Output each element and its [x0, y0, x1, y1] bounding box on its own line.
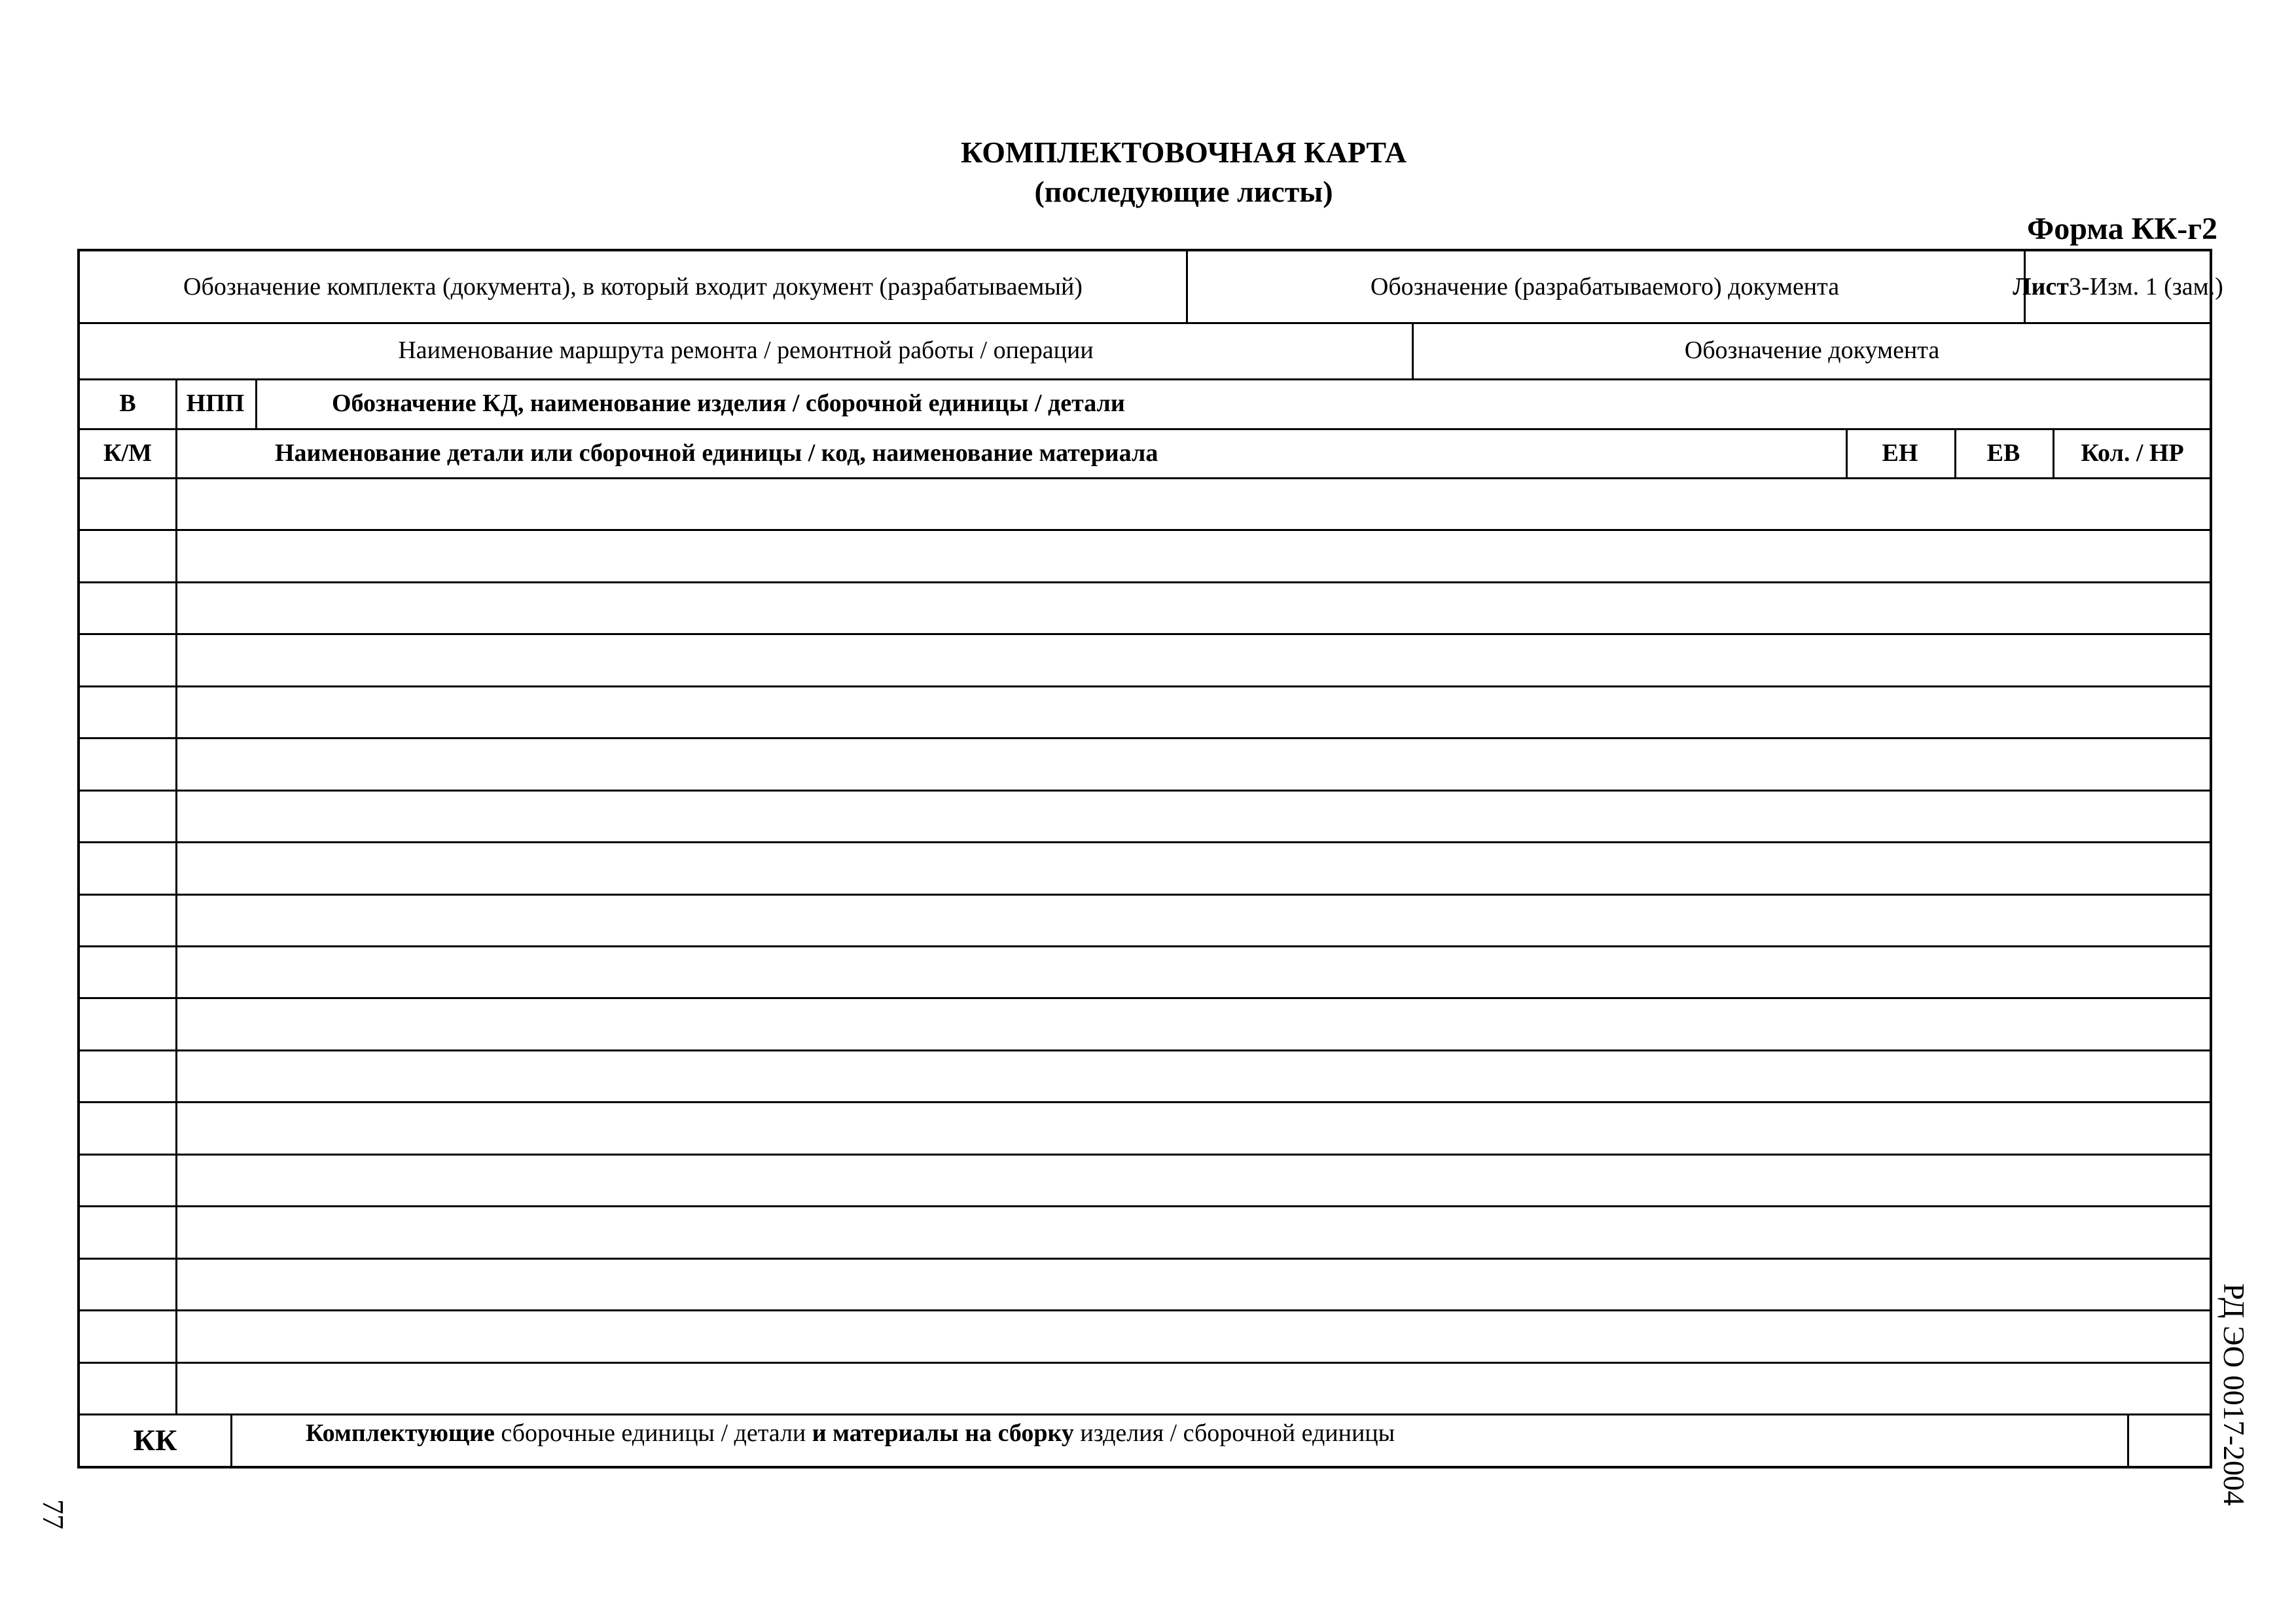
footer-text: [306, 1413, 1975, 1453]
table-row-line: [80, 997, 2210, 999]
footer-part-4: изделия / сборочной единицы: [1073, 1419, 1395, 1447]
doc-designation-short-header: [1412, 322, 2212, 378]
footer-kk: [80, 1413, 230, 1466]
column-npp-label: НПП: [186, 390, 245, 417]
table-row-line: [80, 1049, 2210, 1051]
doc-designation-label: Обозначение (разрабатываемого) документа: [1370, 273, 1840, 301]
title-line-1: КОМПЛЕКТОВОЧНАЯ КАРТА: [961, 136, 1407, 169]
table-row-line: [80, 894, 2210, 896]
km-column-divider: [175, 428, 177, 1413]
column-en: [1846, 428, 1954, 477]
table-row-line: [80, 633, 2210, 635]
doc-designation-header: [1186, 251, 2024, 322]
sheet-cell: [2013, 251, 2223, 322]
table-row-line: [80, 737, 2210, 739]
table-row-line: [80, 1362, 2210, 1364]
form-label: Форма КК-г2: [2027, 211, 2217, 246]
table-row-line: [80, 790, 2210, 792]
column-km-label: К/М: [103, 439, 152, 467]
table-row-line: [80, 945, 2210, 947]
page-number: 77: [37, 1499, 70, 1529]
column-v-label: В: [119, 390, 136, 417]
doc-designation-short-label: Обозначение документа: [1684, 337, 1940, 364]
table-row-line: [80, 1205, 2210, 1207]
column-name: [275, 428, 1715, 477]
table-row-line: [80, 581, 2210, 583]
divider: [255, 378, 257, 428]
divider: [80, 477, 2210, 479]
divider: [230, 1413, 232, 1466]
table-row-line: [80, 841, 2210, 843]
kit-designation-label: Обозначение комплекта (документа), в который входит документ (разрабатываемый): [183, 273, 1083, 301]
table-row-line: [80, 1154, 2210, 1156]
document-title: [0, 133, 2296, 211]
document-code: РД ЭО 0017-2004: [2217, 1283, 2251, 1506]
column-ev: [1954, 428, 2053, 477]
table-row-line: [80, 529, 2210, 531]
route-name-label: Наименование маршрута ремонта / ремонтной работы / операции: [398, 337, 1094, 364]
column-km: [80, 428, 175, 477]
kit-designation-header: [80, 251, 1186, 322]
divider: [2127, 1413, 2129, 1466]
footer-kk-label: КК: [133, 1423, 177, 1457]
column-kd: [332, 378, 2164, 428]
sheet-revision: 3-Изм. 1 (зам.): [2068, 273, 2223, 301]
route-name-header: [80, 322, 1412, 378]
footer-part-2: сборочные единицы / детали: [494, 1419, 812, 1447]
column-name-label: Наименование детали или сборочной единицы / код, наименование материала: [275, 439, 1158, 467]
column-qty-label: Кол. / НР: [2081, 439, 2184, 467]
column-qty: [2053, 428, 2212, 477]
table-row-line: [80, 1258, 2210, 1260]
footer-part-3: и материалы на сборку: [812, 1419, 1074, 1447]
table-row-line: [80, 1101, 2210, 1103]
column-ev-label: ЕВ: [1986, 439, 2020, 467]
column-v: [80, 378, 175, 428]
column-kd-label: Обозначение КД, наименование изделия / сборочной единицы / детали: [332, 390, 1125, 417]
table-row-line: [80, 685, 2210, 687]
form-table: [77, 249, 2223, 1468]
title-line-2: (последующие листы): [1034, 175, 1333, 208]
column-en-label: ЕН: [1882, 439, 1918, 467]
sheet-label: Лист: [2013, 273, 2069, 301]
table-row-line: [80, 1309, 2210, 1311]
footer-part-1: Комплектующие: [306, 1419, 495, 1447]
column-npp: [175, 378, 255, 428]
